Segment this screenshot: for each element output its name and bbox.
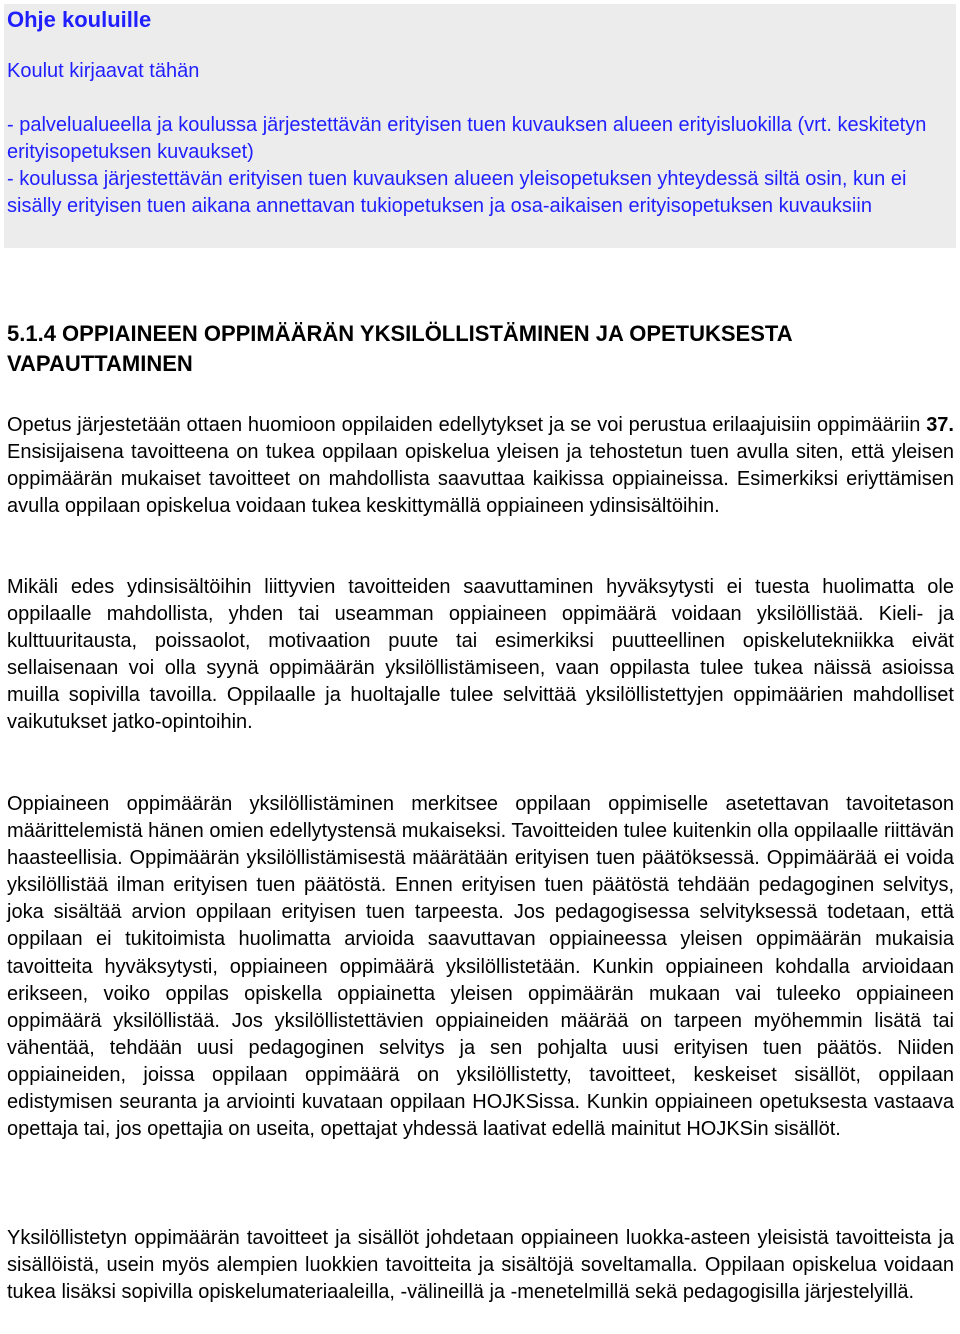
note-line-3: - koulussa järjestettävän erityisen tuen kuvauksen alueen yleisopetuksen yhteydessä siltä osin, kun ei sisälly erityisen tuen aikana annettavan tukiopetuksen ja osa-aikaisen erityisopetuksen kuvauksiin — [7, 168, 907, 217]
paragraph-1 — [7, 412, 954, 520]
note-line-1: Koulut kirjaavat tähän — [7, 60, 200, 82]
paragraph-1-start: Opetus järjestetään ottaen huomioon oppilaiden edellytykset ja se voi perustua erilaajuisiin oppimääriin — [7, 414, 927, 436]
section-heading: 5.1.4 OPPIAINEEN OPPIMÄÄRÄN YKSILÖLLISTÄMINEN JA OPETUKSESTA VAPAUTTAMINEN — [7, 321, 792, 376]
paragraph-1-end: Ensisijaisena tavoitteena on tukea oppilaan opiskelua yleisen ja tehostetun tuen avulla siten, että yleisen oppimäärän mukaiset tavoitteet on mahdollista saavuttaa kaikissa oppiaineissa. Esimerkiksi eriyttämisen avulla oppilaan opiskelua voidaan tukea keskittymällä oppiaineen ydinsisältöihin. — [7, 441, 954, 518]
note-title: Ohje kouluille — [7, 7, 152, 32]
footnote-ref: 37. — [926, 414, 954, 436]
paragraph-2: Mikäli edes ydinsisältöihin liittyvien tavoitteiden saavuttaminen hyväksytysti ei tuesta huolimatta ole oppilaalle mahdollista, yhden tai useamman oppiaineen oppimäärä voidaan yksilöllistää. Kieli- ja kulttuuritausta, poissaolot, motivaation puute tai esimerkiksi puutteellinen opiskelutekniikka eivät sellaisenaan voi olla syynä oppimäärän yksilöllistämiseen, vaan oppilasta tulee tukea näissä asioissa muilla sopivilla tavoilla. Oppilaalle ja huoltajalle tulee selvittää yksilöllistettyjen oppimäärien mahdolliset vaikutukset jatko-opintoihin. — [7, 576, 954, 734]
note-line-2: - palvelualueella ja koulussa järjestettävän erityisen tuen kuvauksen alueen erityisluokilla (vrt. keskitetyn erityisopetuksen kuvaukset) — [7, 114, 927, 163]
paragraph-4: Yksilöllistetyn oppimäärän tavoitteet ja sisällöt johdetaan oppiaineen luokka-asteen yleisistä tavoitteista ja sisällöistä, usein myös alempien luokkien tavoitteita ja sisältöjä soveltamalla. Oppilaan opiskelua voidaan tukea lisäksi sopivilla opiskelumateriaaleilla, -välineillä ja -menetelmillä sekä pedagogisilla järjestelyillä. — [7, 1227, 954, 1304]
paragraph-3: Oppiaineen oppimäärän yksilöllistäminen merkitsee oppilaan oppimiselle asetettavan tavoitetason määrittelemistä hänen omien edellytystensä mukaiseksi. Tavoitteiden tulee kuitenkin olla oppilaalle riittävän haasteellisia. Oppimäärän yksilöllistämisestä määrätään erityisen tuen päätöksessä. Oppimäärää ei voida yksilöllistää ilman erityisen tuen päätöstä. Ennen erityisen tuen päätöstä tehdään pedagoginen selvitys, joka sisältää arvion oppilaan erityisen tuen tarpeesta. Jos pedagogisessa selvityksessä todetaan, että oppilaan ei tukitoimista huolimatta arvioida saavuttavan oppiaineessa yleisen oppimäärän mukaisia tavoitteita hyväksytysti, oppiaineen oppimäärä yksilöllistetään. Kunkin oppiaineen kohdalla arvioidaan erikseen, voiko oppilas opiskella oppiainetta yleisen oppimäärän mukaan vai tuleeko oppiaineen oppimäärä yksilöllistää. Jos yksilöllistettävien oppiaineiden määrää on tarpeen myöhemmin lisätä tai vähentää, tehdään uusi pedagoginen selvitys ja sen pohjalta uusi erityisen tuen päätös. Niiden oppiaineiden, joissa oppilaan oppimäärä on yksilöllistetty, tavoitteet, keskeiset sisällöt, oppilaan edistymisen seuranta ja arviointi kuvataan oppilaan HOJKSissa. Kunkin oppiaineen opetuksesta vastaava opettaja tai, jos opettajia on useita, opettajat yhdessä laativat edellä mainitut HOJKSin sisällöt. — [7, 793, 954, 1141]
school-instructions-box — [4, 4, 956, 248]
